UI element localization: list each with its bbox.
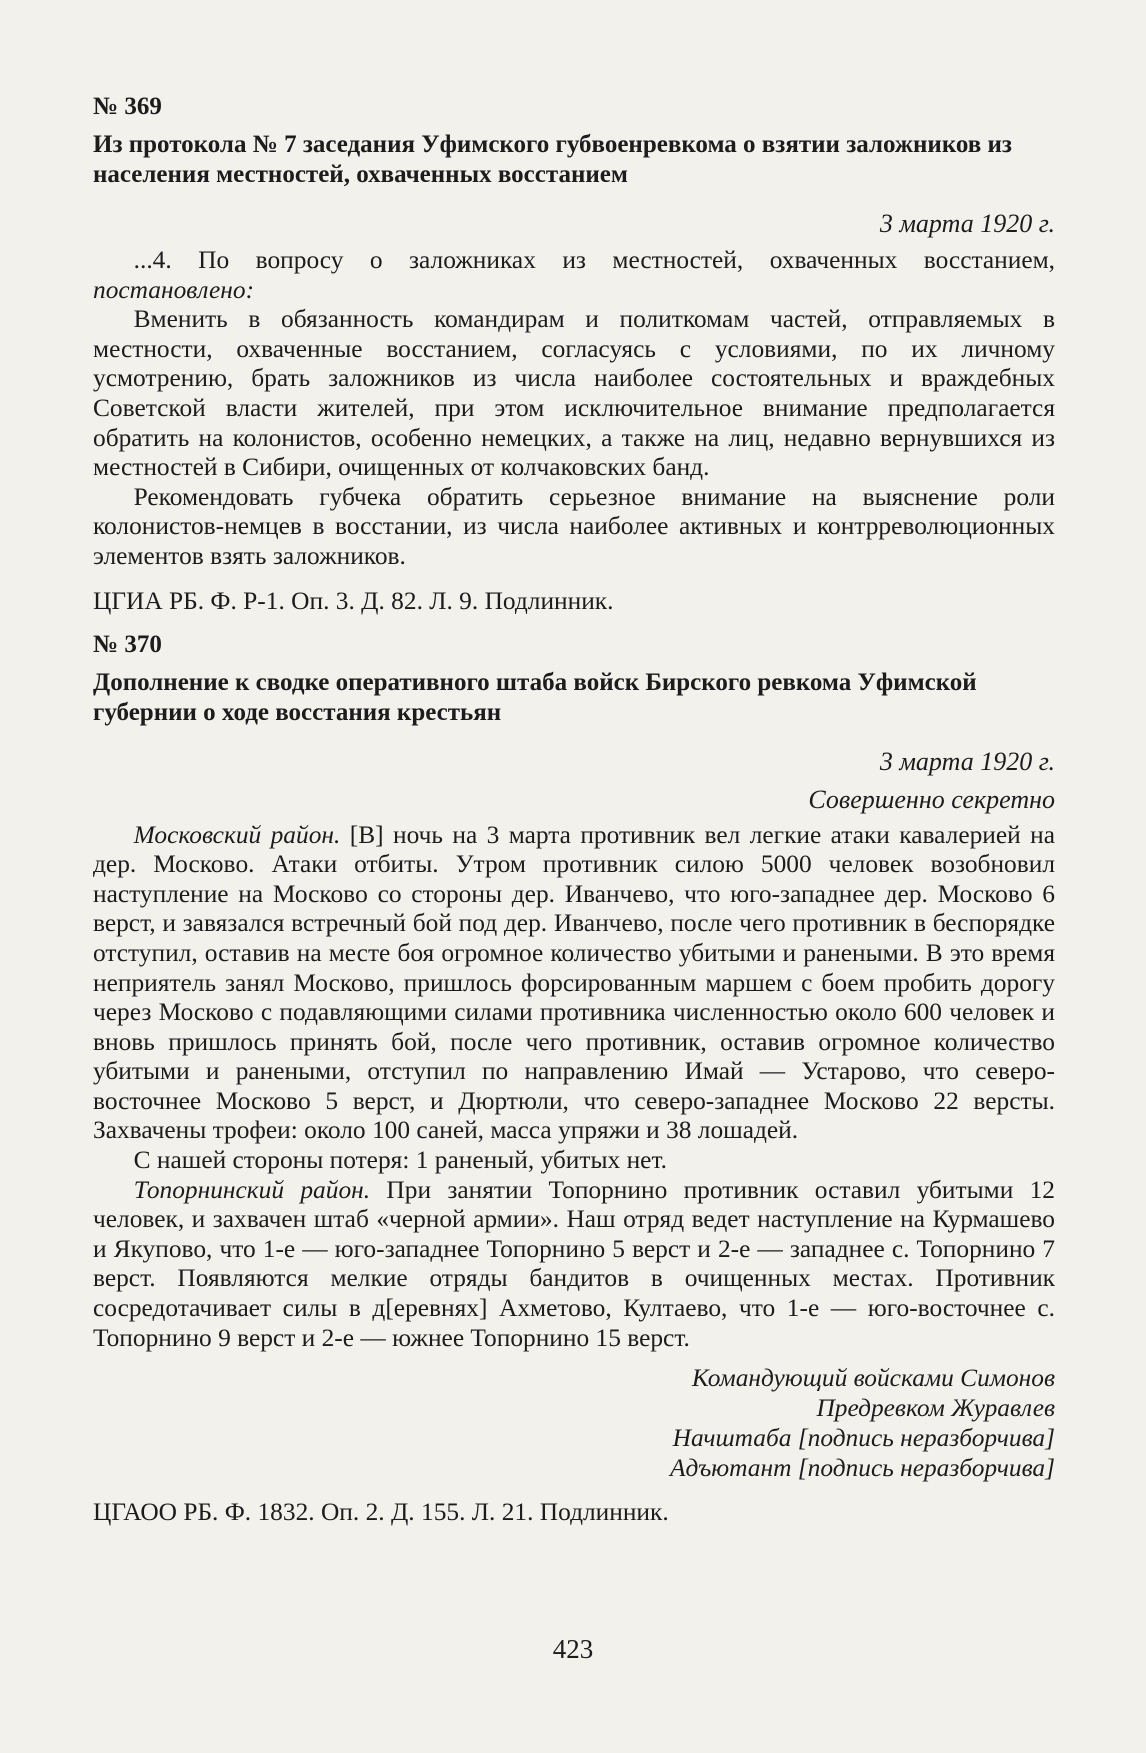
document-number: № 369 xyxy=(93,93,162,120)
archive-source: ЦГАОО РБ. Ф. 1832. Оп. 2. Д. 155. Л. 21. Подлинник. xyxy=(93,1498,669,1527)
paragraph-italic: Московский район. xyxy=(133,820,341,849)
document-number: № 370 xyxy=(93,630,162,658)
paragraph: Рекомендовать губчека обратить серьезное внимание на выяснение роли колонистов-немцев в восстании, из числа наиболее активных и контрреволюционных элементов взять заложников. xyxy=(93,482,1055,570)
archive-source: ЦГИА РБ. Ф. Р-1. Оп. 3. Д. 82. Л. 9. Подлинник. xyxy=(93,586,614,615)
paragraph-text: [В] ночь на 3 марта противник вел легкие атаки кавалерией на дер. Московo. Атаки отбиты. Утром противник силою 5000 человек возобновил наступление на Московo со стороны дер. Иванчево, что юго-западнее дер. Московo 6 верст, и завязался встречный бой под дер. Иванчево, после чего противник в беспорядке отступил, оставив на месте боя огромное количество убитыми и ранеными. В это время неприятель занял Московo, пришлось форсированным маршем с боем пробить дорогу через Московo с подавляющими силами противника численностью около 600 человек и вновь пришлось принять бой, после чего противник, оставив огромное количество убитыми и ранеными, отступил по направлению Имай — Устарово, что северо-восточнее Московo 5 верст, и Дюртюли, что северо-западнее Московo 22 версты. Захвачены трофеи: около 100 саней, масса упряжи и 38 лошадей. xyxy=(93,820,1055,1145)
signature-line: Командующий войсками Симонов xyxy=(691,1364,1055,1393)
paragraph-italic: Топорнинский район. xyxy=(133,1175,371,1204)
paragraph: Вменить в обязанность командирам и политкомам частей, отправляемых в местности, охваченные восстанием, согласуясь с условиями, по их личному усмотрению, брать заложников из числа наиболее состоятельных и враждебных Советской власти жителей, при этом исключительное внимание предполагается обратить на колонистов, особенно немецких, а также на лиц, недавно вернувшихся из местностей в Сибири, очищенных от колчаковских банд. xyxy=(93,305,1055,482)
signature-block xyxy=(93,1363,1055,1483)
classification-label: Совершенно секретно xyxy=(808,784,1055,814)
signature-line: Адъютант [подпись неразборчива] xyxy=(670,1454,1055,1483)
signature-line: Начштаба [подпись неразборчива] xyxy=(672,1424,1055,1453)
paragraph xyxy=(93,246,1055,305)
paragraph: С нашей стороны потеря: 1 раненый, убитых нет. xyxy=(133,1146,667,1175)
paragraph xyxy=(93,821,1055,1147)
document-title: Дополнение к сводке оперативного штаба войск Бирского ревкома Уфимской губернии о ходе восстания крестьян xyxy=(93,668,977,726)
paragraph-text: При занятии Топорнино противник оставил убитыми 12 человек, и захвачен штаб «черной армии». Наш отряд ведет наступление на Курмашево и Якупово, что 1-е — юго-западнее Топорнино 5 верст и 2-е — западнее с. Топорнино 7 верст. Появляются мелкие отряды бандитов в очищенных местах. Противник сосредотачивает силы в д[еревнях] Ахметово, Култаево, что 1-е — юго-восточнее с. Топорнино 9 верст и 2-е — южнее Топорнино 15 верст. xyxy=(93,1175,1055,1352)
paragraph-text: ...4. По вопросу о заложниках из местностей, охваченных восстанием, xyxy=(133,246,1055,274)
paragraph-italic: постановлено: xyxy=(93,275,255,304)
document-date: 3 марта 1920 г. xyxy=(879,209,1055,238)
paragraph xyxy=(93,1176,1055,1354)
document-title: Из протокола № 7 заседания Уфимского губвоенревкома о взятии заложников из населения местностей, охваченных восстанием xyxy=(93,131,1012,188)
document-date: 3 марта 1920 г. xyxy=(879,746,1055,776)
page-number: 423 xyxy=(552,1634,594,1664)
document-369 xyxy=(93,92,1055,616)
document-370 xyxy=(93,630,1055,1528)
signature-line: Предревком Журавлев xyxy=(816,1394,1055,1423)
